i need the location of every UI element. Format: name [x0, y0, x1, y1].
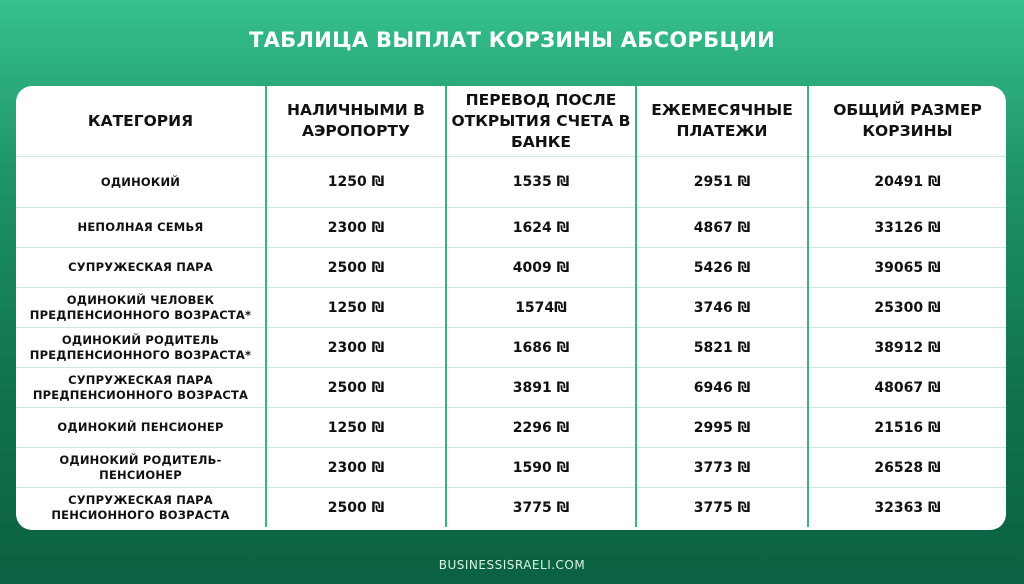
total-basket-cell: 32363 ₪ [808, 488, 1006, 528]
total-basket-cell: 39065 ₪ [808, 248, 1006, 288]
payments-table-card [16, 86, 1006, 530]
category-cell: ОДИНОКИЙ ПЕНСИОНЕР [16, 408, 266, 448]
airport-cash-cell: 2500 ₪ [266, 368, 446, 408]
total-basket-cell: 21516 ₪ [808, 408, 1006, 448]
header-total-basket: ОБЩИЙ РАЗМЕР КОРЗИНЫ [808, 86, 1006, 157]
category-cell: СУПРУЖЕСКАЯ ПАРА [16, 248, 266, 288]
monthly-payments-cell: 6946 ₪ [636, 368, 808, 408]
monthly-payments-cell: 5426 ₪ [636, 248, 808, 288]
category-cell: ОДИНОКИЙ [16, 157, 266, 208]
bank-transfer-cell: 1574₪ [446, 288, 636, 328]
table-row [16, 248, 1006, 288]
monthly-payments-cell: 2951 ₪ [636, 157, 808, 208]
category-cell: ОДИНОКИЙ ЧЕЛОВЕК ПРЕДПЕНСИОННОГО ВОЗРАСТА* [16, 288, 266, 328]
monthly-payments-cell: 3775 ₪ [636, 488, 808, 528]
table-row [16, 408, 1006, 448]
total-basket-cell: 20491 ₪ [808, 157, 1006, 208]
table-row [16, 368, 1006, 408]
category-cell: ОДИНОКИЙ РОДИТЕЛЬ ПРЕДПЕНСИОННОГО ВОЗРАСТА* [16, 328, 266, 368]
airport-cash-cell: 1250 ₪ [266, 157, 446, 208]
page-title: ТАБЛИЦА ВЫПЛАТ КОРЗИНЫ АБСОРБЦИИ [248, 28, 776, 52]
category-cell: ОДИНОКИЙ РОДИТЕЛЬ-ПЕНСИОНЕР [16, 448, 266, 488]
total-basket-cell: 26528 ₪ [808, 448, 1006, 488]
category-cell: СУПРУЖЕСКАЯ ПАРА ПЕНСИОННОГО ВОЗРАСТА [51, 492, 230, 522]
airport-cash-cell: 1250 ₪ [266, 408, 446, 448]
table-row [16, 328, 1006, 368]
bank-transfer-cell: 3891 ₪ [446, 368, 636, 408]
bank-transfer-cell: 4009 ₪ [446, 248, 636, 288]
airport-cash-cell: 1250 ₪ [266, 288, 446, 328]
table-header-row [16, 86, 1006, 157]
header-category: КАТЕГОРИЯ [16, 86, 266, 157]
bank-transfer-cell: 1590 ₪ [446, 448, 636, 488]
total-basket-cell: 38912 ₪ [808, 328, 1006, 368]
bank-transfer-cell: 3775 ₪ [446, 488, 636, 528]
monthly-payments-cell: 3746 ₪ [636, 288, 808, 328]
bank-transfer-cell: 1535 ₪ [446, 157, 636, 208]
header-monthly-payments: ЕЖЕМЕСЯЧНЫЕ ПЛАТЕЖИ [636, 86, 808, 157]
category-cell: СУПРУЖЕСКАЯ ПАРА ПРЕДПЕНСИОННОГО ВОЗРАСТА [16, 368, 266, 408]
monthly-payments-cell: 3773 ₪ [636, 448, 808, 488]
source-website: BUSINESSISRAELI.COM [438, 558, 586, 572]
monthly-payments-cell: 2995 ₪ [636, 408, 808, 448]
bank-transfer-cell: 2296 ₪ [446, 408, 636, 448]
airport-cash-cell: 2500 ₪ [266, 488, 446, 528]
table-row [16, 448, 1006, 488]
category-cell: НЕПОЛНАЯ СЕМЬЯ [16, 208, 266, 248]
table-row [16, 157, 1006, 208]
total-basket-cell: 48067 ₪ [808, 368, 1006, 408]
bank-transfer-cell: 1624 ₪ [446, 208, 636, 248]
airport-cash-cell: 2300 ₪ [266, 448, 446, 488]
total-basket-cell: 33126 ₪ [808, 208, 1006, 248]
airport-cash-cell: 2500 ₪ [266, 248, 446, 288]
monthly-payments-cell: 4867 ₪ [636, 208, 808, 248]
airport-cash-cell: 2300 ₪ [266, 208, 446, 248]
airport-cash-cell: 2300 ₪ [266, 328, 446, 368]
header-bank-transfer: ПЕРЕВОД ПОСЛЕ ОТКРЫТИЯ СЧЕТА В БАНКЕ [446, 86, 636, 157]
monthly-payments-cell: 5821 ₪ [636, 328, 808, 368]
header-airport-cash: НАЛИЧНЫМИ В АЭРОПОРТУ [266, 86, 446, 157]
table-row [16, 488, 1006, 528]
payments-table [16, 86, 1006, 527]
bank-transfer-cell: 1686 ₪ [446, 328, 636, 368]
table-row [16, 288, 1006, 328]
table-row [16, 208, 1006, 248]
total-basket-cell: 25300 ₪ [808, 288, 1006, 328]
